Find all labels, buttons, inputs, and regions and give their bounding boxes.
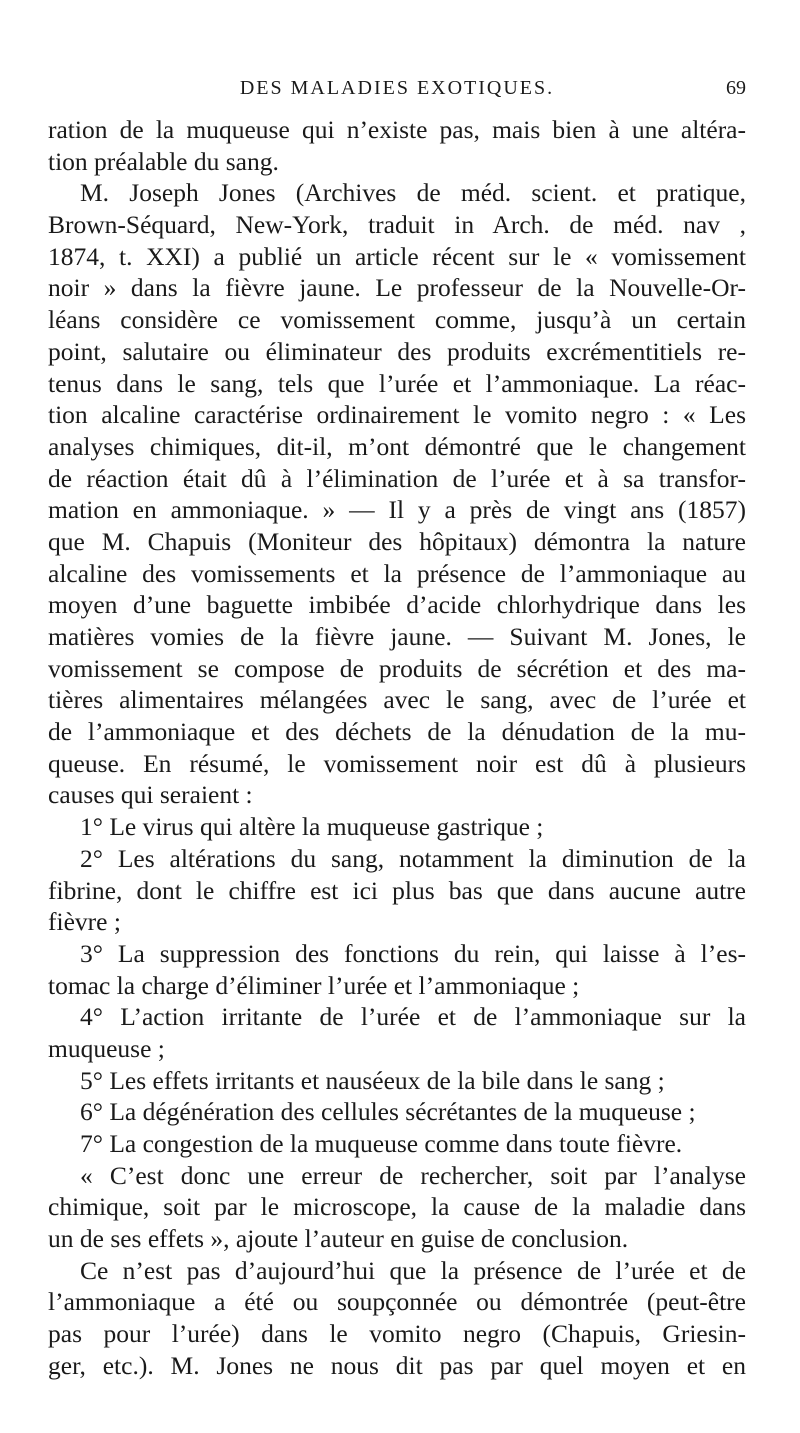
text-line: muqueuse ; [48, 1033, 165, 1063]
text-line: un de ses effets », ajoute l’auteur en guise de conclusion. [48, 1224, 629, 1254]
text-line: 1° Le virus qui altère la muqueuse gastrique ; [80, 812, 544, 842]
text-line: pas pour l’urée) dans le vomito negro (Chapuis, Griesin- [48, 1319, 746, 1349]
text-line: tion préalable du sang. [48, 146, 279, 176]
text-line: 5° Les effets irritants et nauséeux de la bile dans le sang ; [80, 1065, 665, 1095]
text-line: de réaction était dû à l’élimination de l’urée et à sa transfor- [48, 463, 746, 493]
text-line: Brown-Séquard, New-York, traduit in Arch. de méd. nav , [48, 210, 746, 240]
text-line: chimique, soit par le microscope, la cause de la maladie dans [48, 1192, 746, 1222]
text-line: moyen d’une baguette imbibée d’acide chlorhydrique dans les [48, 590, 746, 620]
text-line: 1874, t. XXI) a publié un article récent sur le « vomissement [48, 241, 746, 271]
text-line: matières vomies de la fièvre jaune. — Suivant M. Jones, le [48, 622, 746, 651]
text-line: mation en ammoniaque. » — Il y a près de vingt ans (1857) [48, 495, 746, 525]
text-line: noir » dans la fièvre jaune. Le professeur de la Nouvelle-Or- [48, 273, 746, 303]
text-line: que M. Chapuis (Moniteur des hôpitaux) démontra la nature [48, 526, 746, 556]
running-header [48, 70, 746, 106]
text-line: Ce n’est pas d’aujourd’hui que la présence de l’urée et de [80, 1255, 746, 1285]
text-line: M. Joseph Jones (Archives de méd. scient. et pratique, [80, 178, 746, 208]
text-line: point, salutaire ou éliminateur des produits excrémentitiels re- [48, 336, 746, 366]
page-number: 69 [726, 77, 746, 99]
text-line: queuse. En résumé, le vomissement noir est dû à plusieurs [48, 748, 746, 778]
text-line: alcaline des vomissements et la présence de l’ammoniaque au [48, 558, 746, 588]
text-line: tenus dans le sang, tels que l’urée et l’ammoniaque. La réac- [48, 368, 746, 398]
running-title: DES MALADIES EXOTIQUES. [239, 77, 555, 99]
text-line: léans considère ce vomissement comme, jusqu’à un certain [48, 305, 746, 335]
text-line: 2° Les altérations du sang, notamment la diminution de la [80, 843, 746, 873]
text-line: fièvre ; [48, 907, 121, 937]
text-line: tières alimentaires mélangées avec le sang, avec de l’urée et [48, 685, 746, 715]
text-line: 4° L’action irritante de l’urée et de l’ammoniaque sur la [80, 1002, 746, 1032]
text-line: 7° La congestion de la muqueuse comme dans toute fièvre. [80, 1129, 683, 1158]
text-line: 6° La dégénération des cellules sécrétantes de la muqueuse ; [80, 1097, 696, 1127]
text-line: causes qui seraient : [48, 780, 253, 810]
text-line: analyses chimiques, dit-il, m’ont démontré que le changement [48, 431, 746, 461]
text-line: fibrine, dont le chiffre est ici plus bas que dans aucune autre [48, 875, 746, 905]
text-line: de l’ammoniaque et des déchets de la dénudation de la mu- [48, 717, 746, 747]
text-line: tomac la charge d’éliminer l’urée et l’ammoniaque ; [48, 970, 580, 1000]
text-line: vomissement se compose de produits de sécrétion et des ma- [48, 653, 746, 683]
text-line: l’ammoniaque a été ou soupçonnée ou démontrée (peut-être [48, 1287, 746, 1317]
text-line: tion alcaline caractérise ordinairement le vomito negro : « Les [48, 400, 746, 430]
body-text [48, 114, 746, 1382]
text-line: « C’est donc une erreur de rechercher, soit par l’analyse [80, 1160, 746, 1190]
text-line: 3° La suppression des fonctions du rein, qui laisse à l’es- [80, 938, 746, 968]
text-line: ger, etc.). M. Jones ne nous dit pas par quel moyen et en [48, 1350, 746, 1380]
text-line: ration de la muqueuse qui n’existe pas, mais bien à une altéra- [48, 115, 746, 144]
page [48, 70, 746, 1382]
